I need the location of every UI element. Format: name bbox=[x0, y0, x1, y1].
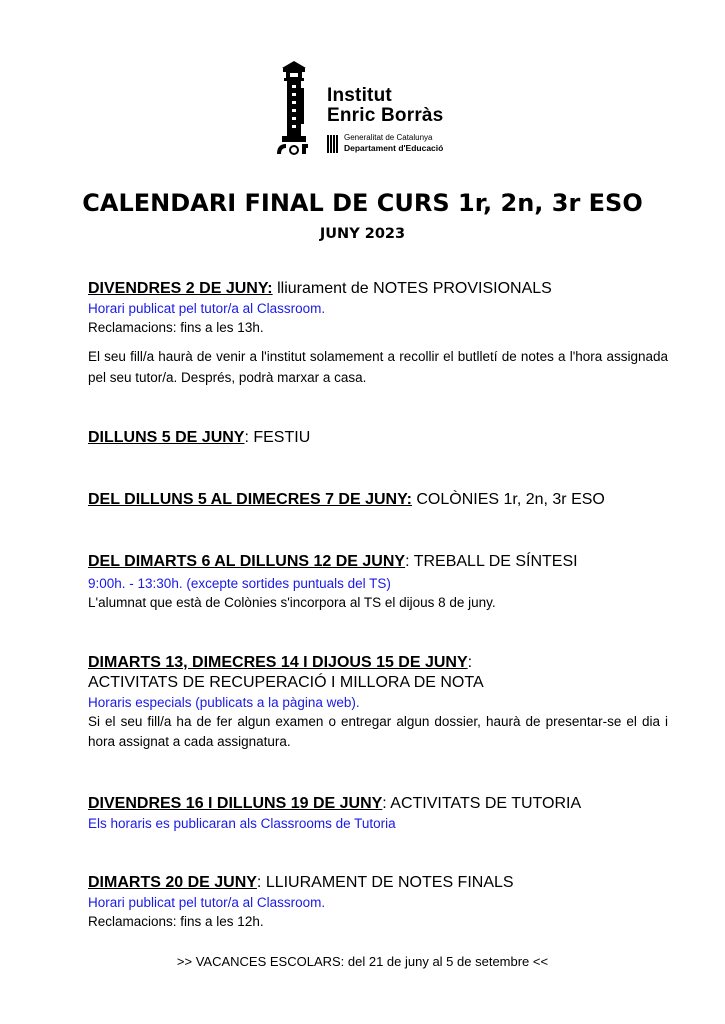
section-event: : LLIURAMENT DE NOTES FINALS bbox=[256, 874, 514, 891]
section-event: : bbox=[467, 654, 473, 671]
calendar-section-7 bbox=[88, 873, 668, 931]
section-event: lliurament de NOTES PROVISIONALS bbox=[272, 280, 552, 297]
section-heading bbox=[88, 428, 668, 448]
section-event: : TREBALL DE SÍNTESI bbox=[405, 553, 578, 570]
section-event-line2: ACTIVITATS DE RECUPERACIÓ I MILLORA DE NOTA bbox=[88, 674, 484, 691]
institute-name-line2: Enric Borràs bbox=[327, 105, 444, 126]
section-note: Els horaris es publicaran als Classrooms de Tutoria bbox=[88, 816, 396, 831]
section-note: Horari publicat pel tutor/a al Classroom. bbox=[88, 895, 326, 910]
government-label bbox=[327, 133, 467, 157]
catalan-flag-icon bbox=[327, 135, 339, 153]
calendar-section-4 bbox=[88, 552, 668, 612]
section-note: Horaris especials (publicats a la pàgina web). bbox=[88, 695, 360, 710]
section-heading bbox=[88, 653, 668, 673]
section-date: DIVENDRES 16 I DILLUNS 19 DE JUNY bbox=[88, 795, 383, 812]
calendar-section-5 bbox=[88, 653, 668, 752]
calendar-section-2 bbox=[88, 428, 668, 448]
section-event: COLÒNIES 1r, 2n, 3r ESO bbox=[411, 491, 605, 508]
section-heading bbox=[88, 873, 668, 893]
government-line1: Generalitat de Catalunya bbox=[344, 133, 433, 142]
calendar-section-3 bbox=[88, 490, 668, 510]
school-holidays-footer: >> VACANCES ESCOLARS: del 21 de juny al 5 de setembre << bbox=[176, 954, 549, 969]
section-date: DIVENDRES 2 DE JUNY: bbox=[88, 280, 273, 297]
section-detail: Si el seu fill/a ha de fer algun examen o entregar algun dossier, haurà de presentar-se el dia i hora assignat a cada assignatura. bbox=[88, 714, 668, 749]
section-heading bbox=[88, 552, 668, 572]
section-heading bbox=[88, 279, 668, 299]
section-detail: Reclamacions: fins a les 12h. bbox=[88, 914, 264, 929]
institute-name bbox=[327, 86, 443, 126]
section-note: Horari publicat pel tutor/a al Classroom. bbox=[88, 301, 326, 316]
section-date: DEL DILLUNS 5 AL DIMECRES 7 DE JUNY: bbox=[88, 491, 412, 508]
calendar-section-6 bbox=[88, 794, 668, 833]
section-heading bbox=[88, 794, 668, 814]
section-event: : ACTIVITATS DE TUTORIA bbox=[382, 795, 582, 812]
section-heading bbox=[88, 490, 668, 510]
tower-icon bbox=[272, 58, 322, 158]
section-date: DIMARTS 13, DIMECRES 14 I DIJOUS 15 DE JUNY bbox=[88, 654, 468, 671]
section-event: : FESTIU bbox=[244, 429, 311, 446]
section-date: DIMARTS 20 DE JUNY bbox=[88, 874, 257, 891]
institute-logo bbox=[272, 58, 462, 158]
calendar-section-1 bbox=[88, 279, 668, 388]
section-date: DILLUNS 5 DE JUNY bbox=[88, 429, 245, 446]
page-subtitle: JUNY 2023 bbox=[319, 226, 406, 242]
government-line2: Departament d'Educació bbox=[344, 143, 444, 153]
section-detail: Reclamacions: fins a les 13h. bbox=[88, 320, 264, 335]
institute-name-line1: Institut bbox=[327, 85, 392, 106]
section-note: 9:00h. - 13:30h. (excepte sortides puntuals del TS) bbox=[88, 576, 391, 591]
page-title: CALENDARI FINAL DE CURS 1r, 2n, 3r ESO bbox=[82, 189, 643, 217]
section-date: DEL DIMARTS 6 AL DILLUNS 12 DE JUNY bbox=[88, 553, 406, 570]
section-detail: L'alumnat que està de Colònies s'incorpora al TS el dijous 8 de juny. bbox=[88, 595, 496, 610]
section-paragraph: El seu fill/a haurà de venir a l'institut solamement a recollir el butlletí de notes a l'hora assignada pel seu tutor/a. Després, podrà marxar a casa. bbox=[88, 349, 668, 385]
